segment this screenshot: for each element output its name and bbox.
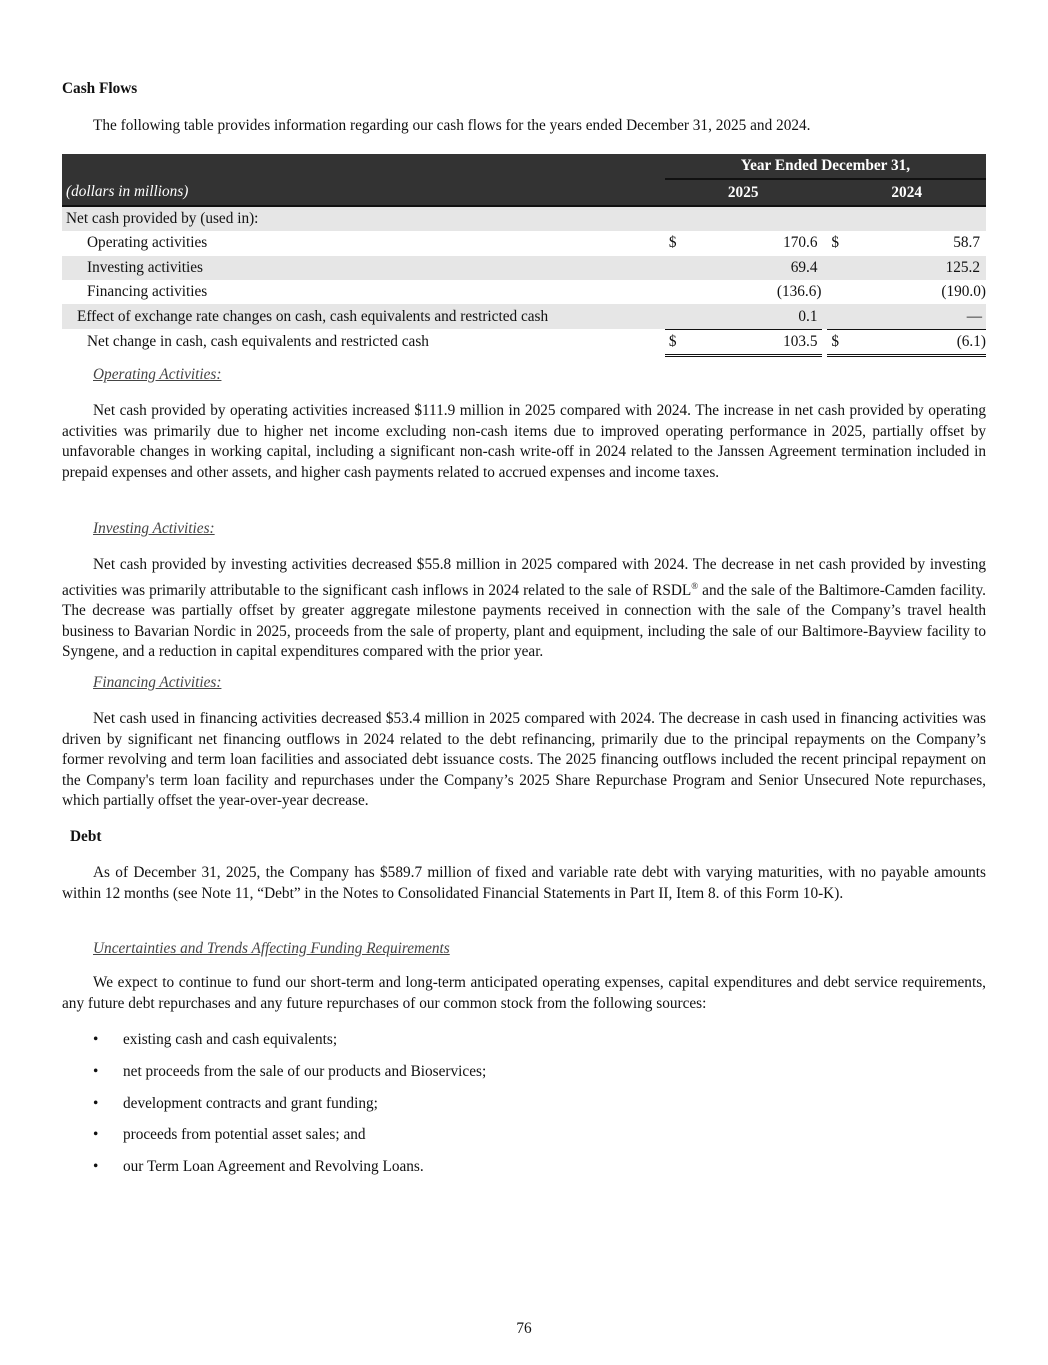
row-label: Effect of exchange rate changes on cash, cash equivalents and restricted cash: [62, 304, 665, 329]
value-2024: (6.1): [851, 329, 986, 355]
financing-activities-heading: Financing Activities:: [93, 674, 222, 691]
funding-heading: Uncertainties and Trends Affecting Funding Requirements: [93, 940, 450, 957]
row-label: Financing activities: [87, 283, 208, 301]
list-item: • existing cash and cash equivalents;: [93, 1031, 338, 1048]
bullet-icon: •: [93, 1095, 99, 1112]
row-label: Operating activities: [87, 234, 208, 252]
table-total-row: [62, 329, 986, 355]
investing-activities-heading: Investing Activities:: [93, 520, 215, 537]
page-number: 76: [516, 1320, 532, 1337]
dollar-sign: $: [668, 234, 677, 252]
funding-paragraph: We expect to continue to fund our short-term and long-term anticipated operating expenses, capital expenditures and debt service requirements, any future debt repurchases and any future repurchases of our common stock from the following sources:: [62, 974, 986, 1012]
dollar-sign: $: [831, 234, 840, 252]
table-row: [62, 231, 986, 255]
dollar-sign: $: [827, 329, 851, 355]
operating-paragraph: Net cash provided by operating activities increased $111.9 million in 2025 compared with 2024. The increase in net cash provided by operating activities was primarily due to higher net income excluding non-cash items due to improved operating performance in 2025, partially offset by unfavorable changes in working capital, including a significant non-cash write-off in 2024 related to the Janssen Agreement termination included in prepaid expenses and other assets, and higher cash payments related to accrued expenses and income taxes.: [62, 402, 986, 481]
section-label: Net cash provided by (used in):: [62, 206, 986, 231]
value-2025: 69.4: [689, 256, 822, 280]
debt-heading: Debt: [70, 828, 102, 845]
value-2025: 103.5: [689, 329, 822, 355]
table-row: [62, 304, 986, 329]
value-2025: 170.6: [783, 234, 818, 252]
value-2024: 125.2: [851, 256, 986, 280]
table-header-row-2: [62, 179, 986, 205]
value-2024: (190.0): [941, 283, 986, 301]
financing-paragraph: Net cash used in financing activities decreased $53.4 million in 2025 compared with 2024. The decrease in cash used in financing activities was driven by significant net financing outflows in 2024 related to the debt refinancing, primarily due to the principal repayments on the Company’s former revolving and term loan facilities and associated debt issuance costs. The 2025 financing outflows included the recent principal repayment on the Company's term loan facility and repurchases under the Company’s 2025 Share Repurchase Program and Senior Unsecured Note repurchases, which partially offset the year-over-year decrease.: [62, 710, 986, 810]
table-row: [62, 280, 986, 304]
list-item: • net proceeds from the sale of our products and Bioservices;: [93, 1063, 487, 1080]
units-label: (dollars in millions): [62, 179, 665, 205]
list-item: • proceeds from potential asset sales; and: [93, 1126, 366, 1143]
list-item: • development contracts and grant funding;: [93, 1095, 378, 1112]
value-2025: 0.1: [689, 304, 822, 329]
table-row: [62, 256, 986, 280]
dollar-sign: $: [665, 329, 689, 355]
table-section-row: [62, 206, 986, 231]
bullet-icon: •: [93, 1126, 99, 1143]
value-2024: 58.7: [953, 234, 980, 252]
debt-paragraph: As of December 31, 2025, the Company has $589.7 million of fixed and variable rate debt with varying maturities, with no payable amounts within 12 months (see Note 11, “Debt” in the Notes to Consolidated Financial Statements in Part II, Item 8. of this Form 10-K).: [62, 864, 986, 902]
value-2024: —: [851, 304, 986, 329]
bullet-icon: •: [93, 1063, 99, 1080]
investing-paragraph: Net cash provided by investing activities decreased $55.8 million in 2025 compared with 2024. The decrease in net cash provided by investing activities was primarily attributable to the significant cash inflows in 2024 related to the sale of RSDL® and the sale of the Baltimore-Camden facility. The decrease was partially offset by greater aggregate milestone payments received in connection with the sale of the Company’s travel health business to Bavarian Nordic in 2025, proceeds from the sale of property, plant and equipment, including the sale of our Baltimore-Bayview facility to Syngene, and a reduction in capital expenditures compared with the prior year.: [62, 556, 986, 661]
bullet-icon: •: [93, 1158, 99, 1175]
operating-activities-heading: Operating Activities:: [93, 366, 222, 383]
period-header: Year Ended December 31,: [665, 154, 986, 179]
bullet-icon: •: [93, 1031, 99, 1048]
row-label: Net change in cash, cash equivalents and restricted cash: [87, 333, 429, 351]
list-item: • our Term Loan Agreement and Revolving Loans.: [93, 1158, 424, 1175]
intro-paragraph: The following table provides information regarding our cash flows for the years ended December 31, 2025 and 2024.: [93, 117, 811, 134]
value-2025: (136.6): [776, 283, 822, 301]
section-heading: Cash Flows: [62, 80, 138, 97]
year-2025-header: 2025: [665, 179, 822, 205]
cash-flow-table: [62, 154, 986, 357]
year-2024-header: 2024: [827, 179, 986, 205]
registered-mark: ®: [691, 580, 699, 591]
row-label: Investing activities: [62, 256, 665, 280]
table-header-row-1: [62, 154, 986, 179]
